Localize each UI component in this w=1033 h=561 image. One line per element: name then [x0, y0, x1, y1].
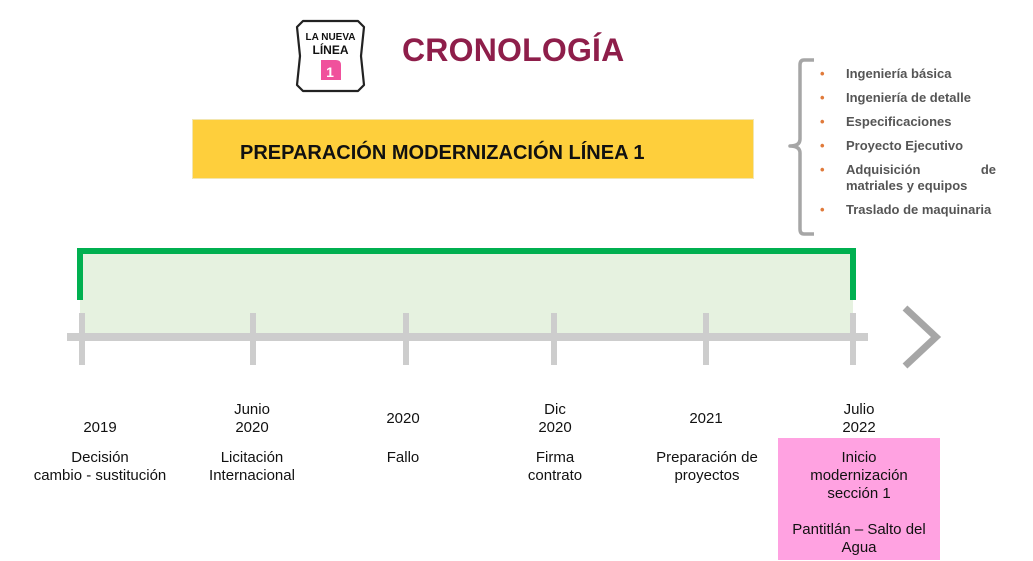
activity-item: • Traslado de maquinaria [820, 202, 992, 217]
activity-item: • Proyecto Ejecutivo [820, 138, 964, 153]
timeline-tick [703, 313, 709, 365]
curly-brace-icon [786, 57, 816, 237]
milestone-date: 2021 [689, 410, 723, 427]
banner-text: PREPARACIÓN MODERNIZACIÓN LÍNEA 1 [240, 142, 645, 164]
bullet-icon: • [820, 138, 825, 153]
timeline-tick [850, 313, 856, 365]
bullet-icon: • [820, 66, 825, 81]
milestone-date: Junio 2020 [234, 401, 270, 436]
milestone-event: Licitación Internacional [209, 449, 295, 484]
milestone-event: Preparación de proyectos [656, 449, 758, 484]
timeline-tick [250, 313, 256, 365]
chevron-right-icon [898, 304, 944, 370]
svg-text:LÍNEA: LÍNEA [312, 43, 349, 57]
timeline-tick [403, 313, 409, 365]
svg-text:1: 1 [326, 64, 334, 80]
preparation-period-bracket [77, 248, 856, 300]
activity-item: • Ingeniería básica [820, 66, 952, 81]
activity-item: • Adquisición de matriales y equipos [820, 162, 996, 193]
bullet-icon: • [820, 114, 825, 129]
milestone-date: 2020 [386, 410, 420, 427]
timeline-tick [79, 313, 85, 365]
milestone-date: 2019 [83, 419, 117, 436]
svg-text:LA NUEVA: LA NUEVA [305, 32, 356, 43]
page-title: CRONOLOGÍA [402, 32, 625, 68]
activity-item: • Especificaciones [820, 114, 952, 129]
activities-list [820, 66, 1020, 226]
milestone-date: Julio 2022 [842, 401, 876, 436]
la-nueva-linea-1-logo [295, 19, 366, 93]
timeline-axis [67, 333, 868, 341]
preparation-banner [192, 119, 754, 179]
milestone-event: Firma contrato [527, 449, 583, 484]
timeline-tick [551, 313, 557, 365]
bullet-icon: • [820, 90, 825, 105]
current-milestone-highlight: Inicio modernización sección 1 Pantitlán – Salto del Agua [778, 438, 940, 560]
activity-item: • Ingeniería de detalle [820, 90, 971, 105]
bullet-icon: • [820, 162, 825, 177]
milestone-event: Decisión cambio - sustitución [33, 449, 167, 484]
milestone-date: Dic 2020 [538, 401, 572, 436]
milestone-event: Fallo [386, 449, 420, 466]
bullet-icon: • [820, 202, 825, 217]
